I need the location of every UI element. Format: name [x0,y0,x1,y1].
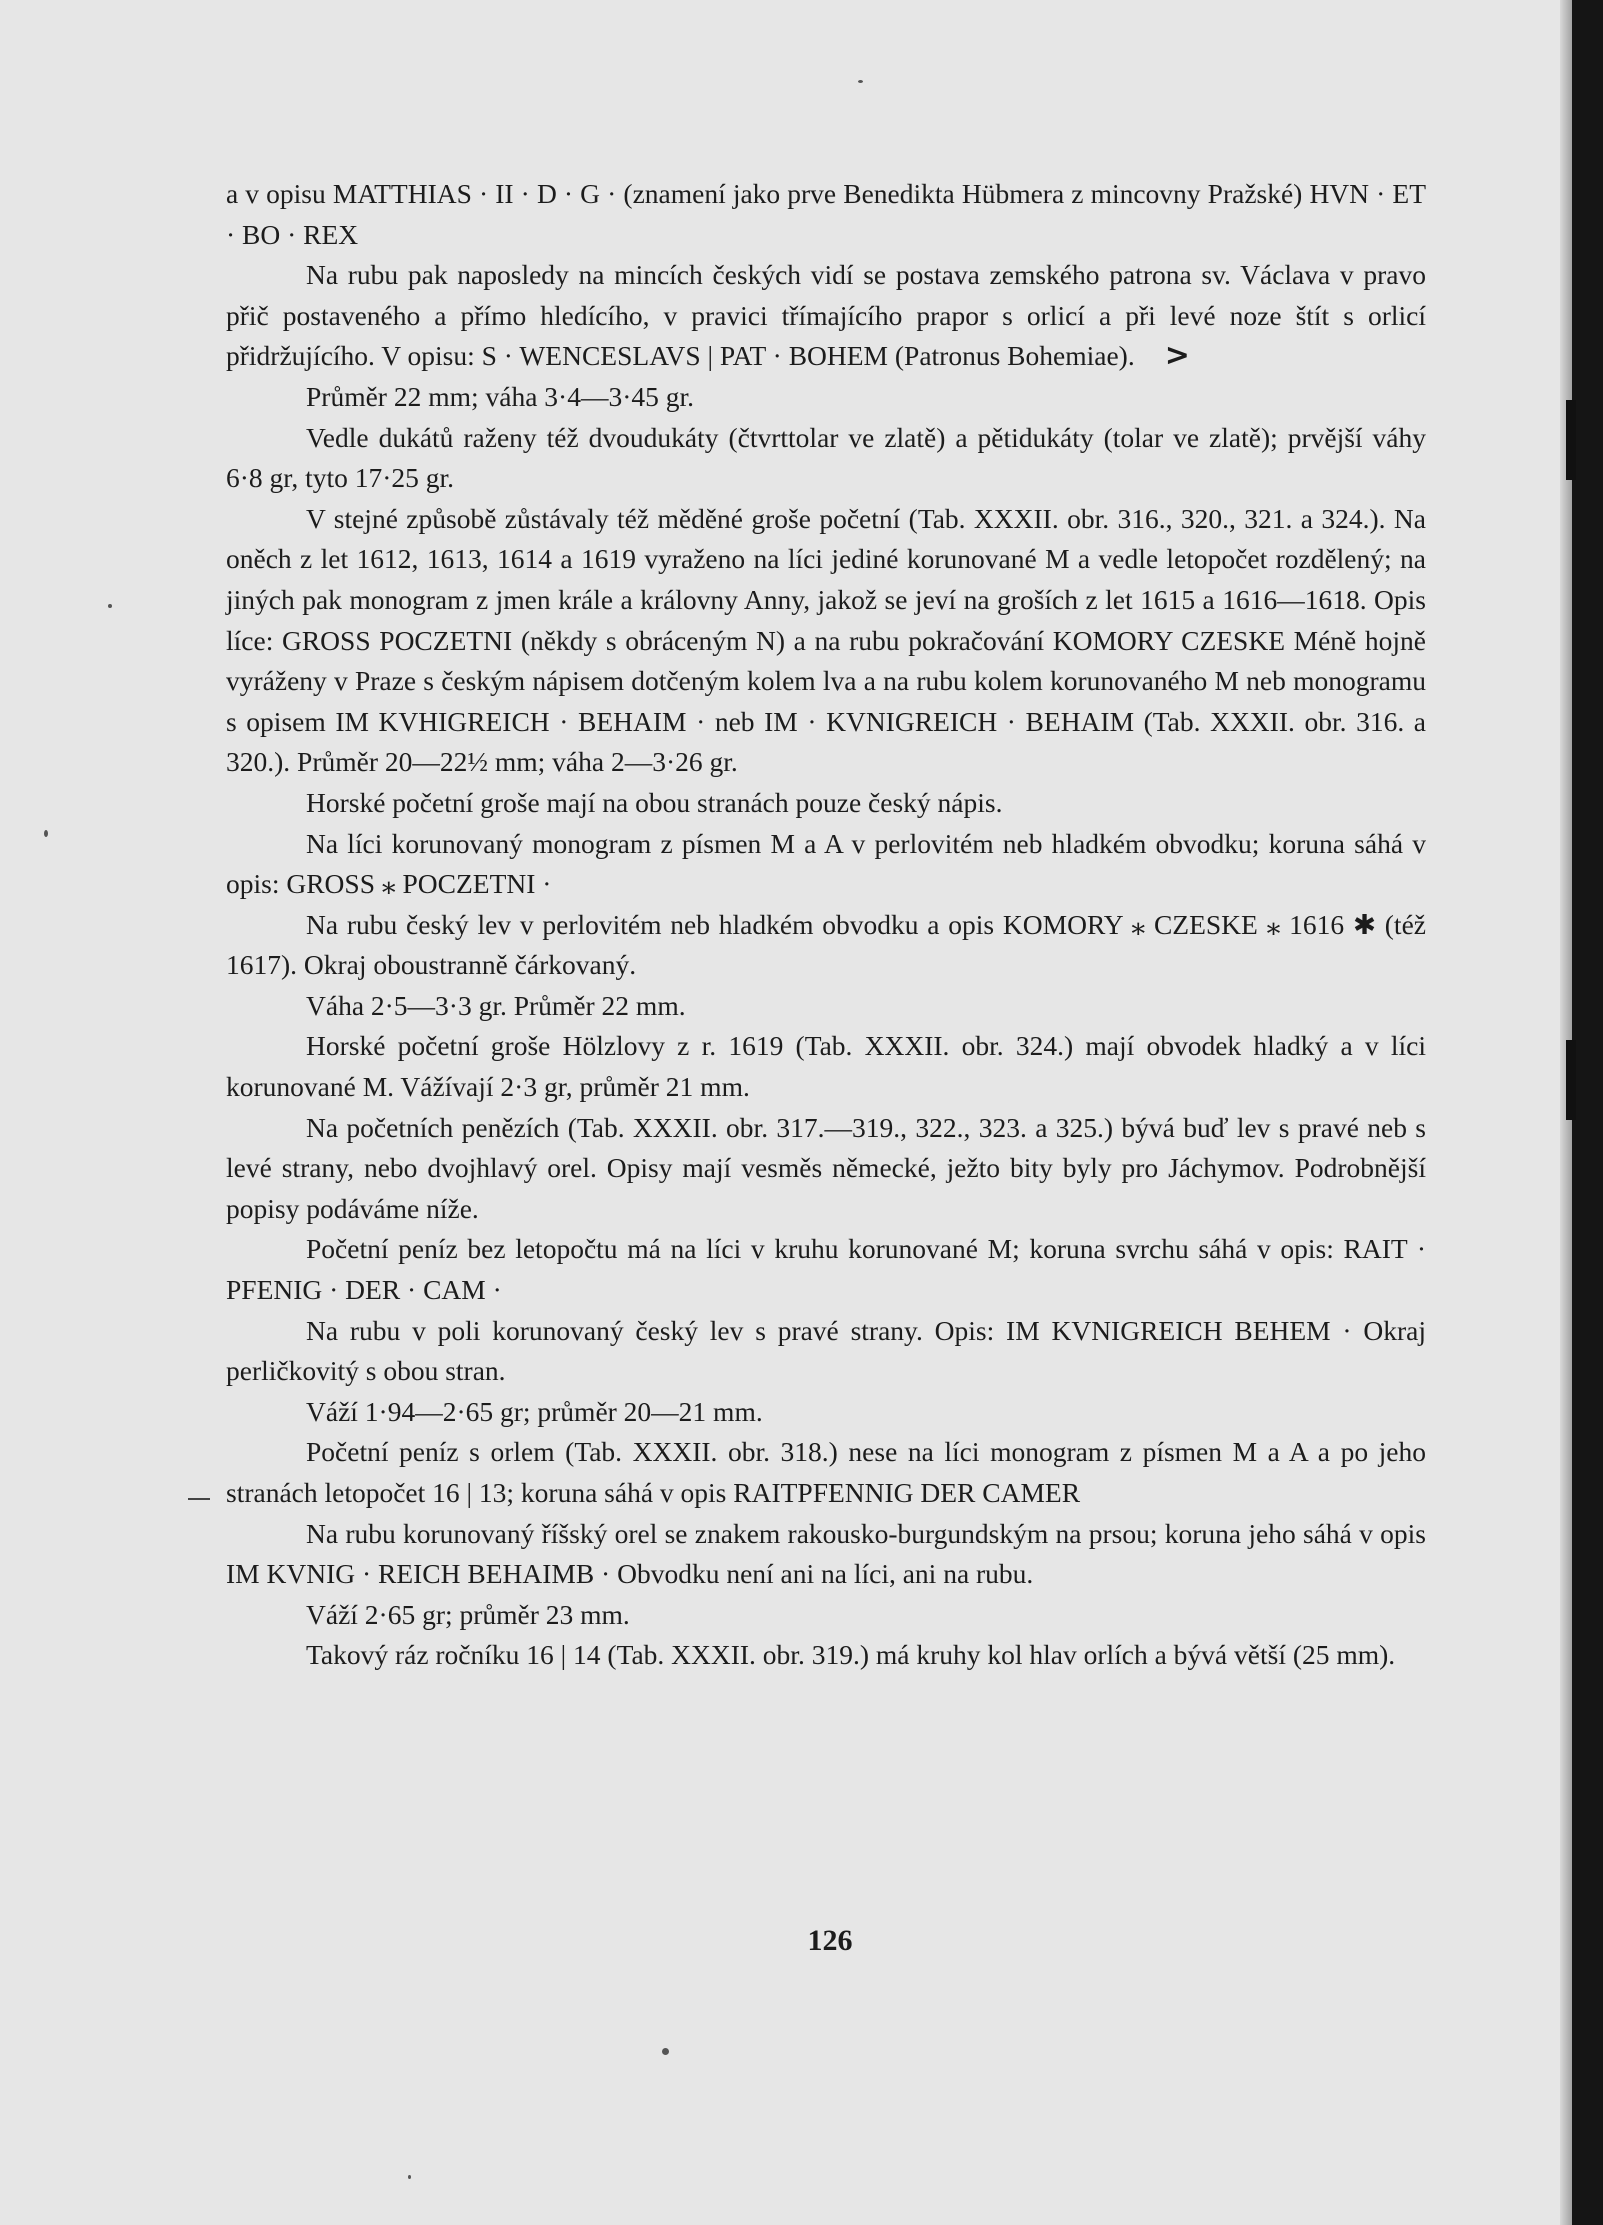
paragraph-5: V stejné způsobě zůstávaly též měděné groše početní (Tab. XXXII. obr. 316., 320., 321. a 324.). Na oněch z let 1612, 1613, 1614 a 1619 vyraženo na líci jediné korunované M a vedle letopočet rozdělený; na jiných pak monogram z jmen krále a královny Anny, jakož se jeví na groších z let 1615 a 1616—1618. Opis líce: GROSS POCZETNI (někdy s obráceným N) a na rubu pokračování KOMORY CZESKE Méně hojně vyráženy v Praze s českým nápisem dotčeným kolem lva a na rubu kolem korunovaného M neb monogramu s opisem IM KVHIGREICH · BEHAIM · neb IM · KVNIGREICH · BEHAIM (Tab. XXXII. obr. 316. a 320.). Průměr 20—22½ mm; váha 2—3·26 gr. [226,502,1426,778]
paragraph-18: Takový ráz ročníku 16 | 14 (Tab. XXXII. obr. 319.) má kruhy kol hlav orlích a bývá větší (25 mm). [306,1639,1396,1671]
paragraph-9: Váha 2·5—3·3 gr. Průměr 22 mm. [306,989,686,1021]
paragraph-1: a v opisu MATTHIAS · II · D · G · (znamení jako prve Benedikta Hübmera z mincovny Pražské) HVN · ET · BO · REX [226,178,1426,250]
paragraph-8: Na rubu český lev v perlovitém neb hladkém obvodku a opis KOMORY ⁎ CZESKE ⁎ 1616 ✱ (též 1617). Okraj oboustranně čárkovaný. [226,908,1426,981]
page-number: 126 [807,1924,853,1957]
paragraph-13: Na rubu v poli korunovaný český lev s pravé strany. Opis: IM KVNIGREICH BEHEM · Okraj perličkovitý s obou stran. [226,1314,1426,1387]
paragraph-2 [226,255,1426,377]
paragraph-16: Na rubu korunovaný říšský orel se znakem rakousko-burgundským na prsou; koruna jeho sáhá v opis IM KVNIG · REICH BEHAIMB · Obvodku není ani na líci, ani na rubu. [226,1517,1426,1590]
paragraph-10: Horské početní groše Hölzlovy z r. 1619 (Tab. XXXII. obr. 324.) mají obvodek hladký a v líci korunované M. Vážívají 2·3 gr, průměr 21 mm. [226,1030,1426,1103]
paragraph-4: Vedle dukátů raženy též dvoudukáty (čtvrttolar ve zlatě) a pětidukáty (tolar ve zlatě); prvější váhy 6·8 gr, tyto 17·25 gr. [226,421,1426,494]
scan-speck [662,2048,669,2055]
margin-arrow-mark: > [1164,338,1190,374]
paragraph-3: Průměr 22 mm; váha 3·4—3·45 gr. [306,380,694,412]
margin-dash-mark [188,1498,210,1500]
paragraph-6: Horské početní groše mají na obou stranách pouze český nápis. [306,786,1003,818]
paragraph-11: Na početních penězích (Tab. XXXII. obr. 317.—319., 322., 323. a 325.) bývá buď lev s pravé neb s levé strany, nebo dvojhlavý orel. Opisy mají vesměs německé, ježto bity byly pro Jáchymov. Podrobnější popisy podáváme níže. [226,1111,1426,1224]
paragraph-12: Početní peníz bez letopočtu má na líci v kruhu korunované M; koruna svrchu sáhá v opis: RAIT · PFENIG · DER · CAM · [226,1233,1426,1306]
book-edge [1572,0,1603,2225]
scan-speck [44,830,48,837]
spine-mark [1566,400,1576,480]
paragraph-2-text: Na rubu pak naposledy na mincích českých vidí se postava zemského patrona sv. Václava v pravo přič postaveného a přímo hledícího, v pravici třímajícího prapor s orlicí a při levé noze štít s orlicí přidržujícího. V opisu: S · WENCESLAVS | PAT · BOHEM (Patronus Bohemiae). [226,259,1426,372]
paragraph-14: Váží 1·94—2·65 gr; průměr 20—21 mm. [306,1395,763,1427]
spine-mark [1566,1040,1576,1120]
scan-speck [858,80,863,83]
paragraph-17: Váží 2·65 gr; průměr 23 mm. [306,1598,630,1630]
scan-speck [408,2175,411,2179]
scan-speck [108,604,112,608]
body-text [226,174,1426,1676]
paragraph-15: Početní peníz s orlem (Tab. XXXII. obr. 318.) nese na líci monogram z písmen M a A a po jeho stranách letopočet 16 | 13; koruna sáhá v opis RAITPFENNIG DER CAMER [226,1436,1426,1508]
paragraph-7: Na líci korunovaný monogram z písmen M a A v perlovitém neb hladkém obvodku; koruna sáhá v opis: GROSS ⁎ POCZETNI · [226,827,1426,900]
